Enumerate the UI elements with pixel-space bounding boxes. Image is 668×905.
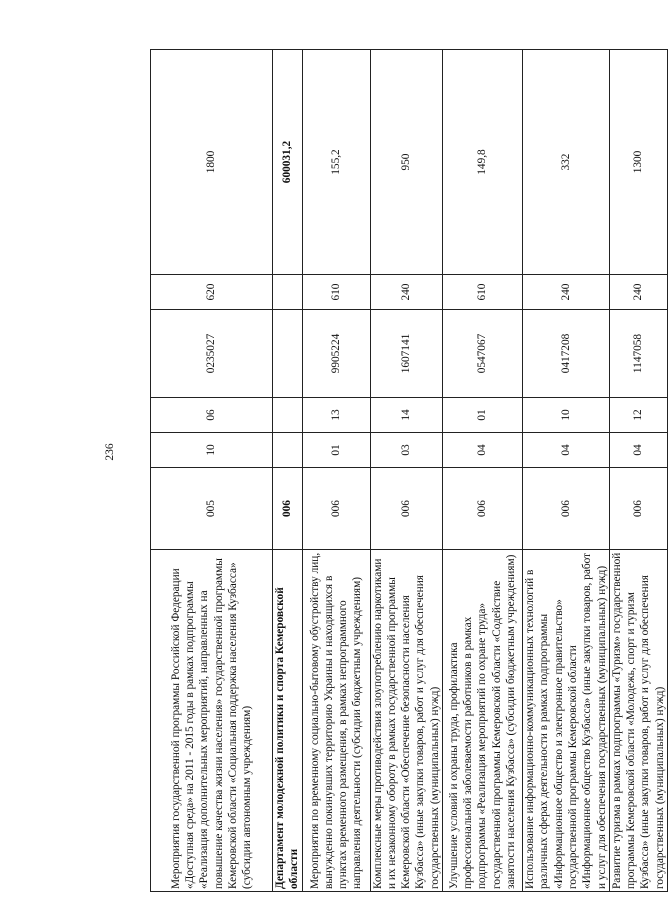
table-row [370, 50, 442, 892]
table-row [151, 50, 273, 892]
amount-value: 149,8 [443, 50, 523, 275]
table-row [609, 50, 667, 892]
ministry-code: 006 [609, 468, 667, 550]
row-description: Мероприятия государственной программы Российской Федерации «Доступная среда» на 2011 - 2015 годы в рамках подпрограммы «Реализация дополнительных мероприятий, направленных на повышение качества жизни населения» государственной программы Кемеровской области «Социальная поддержка населения Кузбасса» (субсидии автономным учреждениям) [151, 550, 273, 892]
section-code: 04 [523, 433, 610, 468]
amount-value: 600031,2 [273, 50, 303, 275]
ministry-code: 005 [151, 468, 273, 550]
section-code: 10 [151, 433, 273, 468]
section-code: 04 [443, 433, 523, 468]
table-row [443, 50, 523, 892]
amount-value: 1800 [151, 50, 273, 275]
target-code: 1147058 [609, 310, 667, 398]
subsection-code: 06 [151, 398, 273, 433]
subsection-code: 13 [302, 398, 370, 433]
expense-type-code: 610 [443, 275, 523, 310]
ministry-code: 006 [273, 468, 303, 550]
row-description: Департамент молодежной политики и спорта Кемеровской области [273, 550, 303, 892]
table-row-department [273, 50, 303, 892]
row-description: Комплексные меры противодействия злоупотреблению наркотиками и их незаконному обороту в рамках государственной программы Кемеровской области «Обеспечение безопасности населения Кузбасса» (иные закупки товаров, работ и услуг для обеспечения государственных (муниципальных) нужд) [370, 550, 442, 892]
target-code [273, 310, 303, 398]
target-code: 1607141 [370, 310, 442, 398]
amount-value: 1300 [609, 50, 667, 275]
subsection-code [273, 398, 303, 433]
amount-value: 950 [370, 50, 442, 275]
section-code: 04 [609, 433, 667, 468]
amount-value: 332 [523, 50, 610, 275]
row-description: Мероприятия по временному социально-бытовому обустройству лиц, вынужденно покинувших территорию Украины и находящихся в пунктах временного размещения, в рамках непрограммного направления деятельности (субсидии бюджетным учреждениям) [302, 550, 370, 892]
row-description: Развитие туризма в рамках подпрограммы «Туризм» государственной программы Кемеровской области «Молодежь, спорт и туризм Кузбасса» (иные закупки товаров, работ и услуг для обеспечения государственных (муниципальных) нужд) [609, 550, 667, 892]
target-code: 9905224 [302, 310, 370, 398]
expense-type-code: 240 [523, 275, 610, 310]
row-description: Улучшение условий и охраны труда, профилактика профессиональной заболеваемости работников в рамках подпрограммы «Реализация мероприятий по охране труда» государственной программы Кемеровской области «Содействие занятости населения Кузбасса» (субсидии бюджетным учреждениям) [443, 550, 523, 892]
subsection-code: 01 [443, 398, 523, 433]
ministry-code: 006 [370, 468, 442, 550]
expense-type-code: 240 [370, 275, 442, 310]
target-code: 0547067 [443, 310, 523, 398]
subsection-code: 14 [370, 398, 442, 433]
budget-table [150, 49, 668, 892]
target-code: 0235027 [151, 310, 273, 398]
ministry-code: 006 [443, 468, 523, 550]
amount-value: 155,2 [302, 50, 370, 275]
section-code [273, 433, 303, 468]
page-number: 236 [104, 443, 116, 461]
subsection-code: 10 [523, 398, 610, 433]
section-code: 01 [302, 433, 370, 468]
expense-type-code [273, 275, 303, 310]
section-code: 03 [370, 433, 442, 468]
ministry-code: 006 [523, 468, 610, 550]
expense-type-code: 620 [151, 275, 273, 310]
table-row [302, 50, 370, 892]
table-row [523, 50, 610, 892]
ministry-code: 006 [302, 468, 370, 550]
expense-type-code: 240 [609, 275, 667, 310]
target-code: 0417208 [523, 310, 610, 398]
row-description: Использование информационно-коммуникационных технологий в различных сферах деятельности в рамках подпрограммы «Информационное общество и электронное правительство» государственной программы Кемеровской области «Информационное общество Кузбасса» (иные закупки товаров, работ и услуг для обеспечения государственных (муниципальных) нужд) [523, 550, 610, 892]
subsection-code: 12 [609, 398, 667, 433]
rotated-page [150, 50, 666, 892]
expense-type-code: 610 [302, 275, 370, 310]
